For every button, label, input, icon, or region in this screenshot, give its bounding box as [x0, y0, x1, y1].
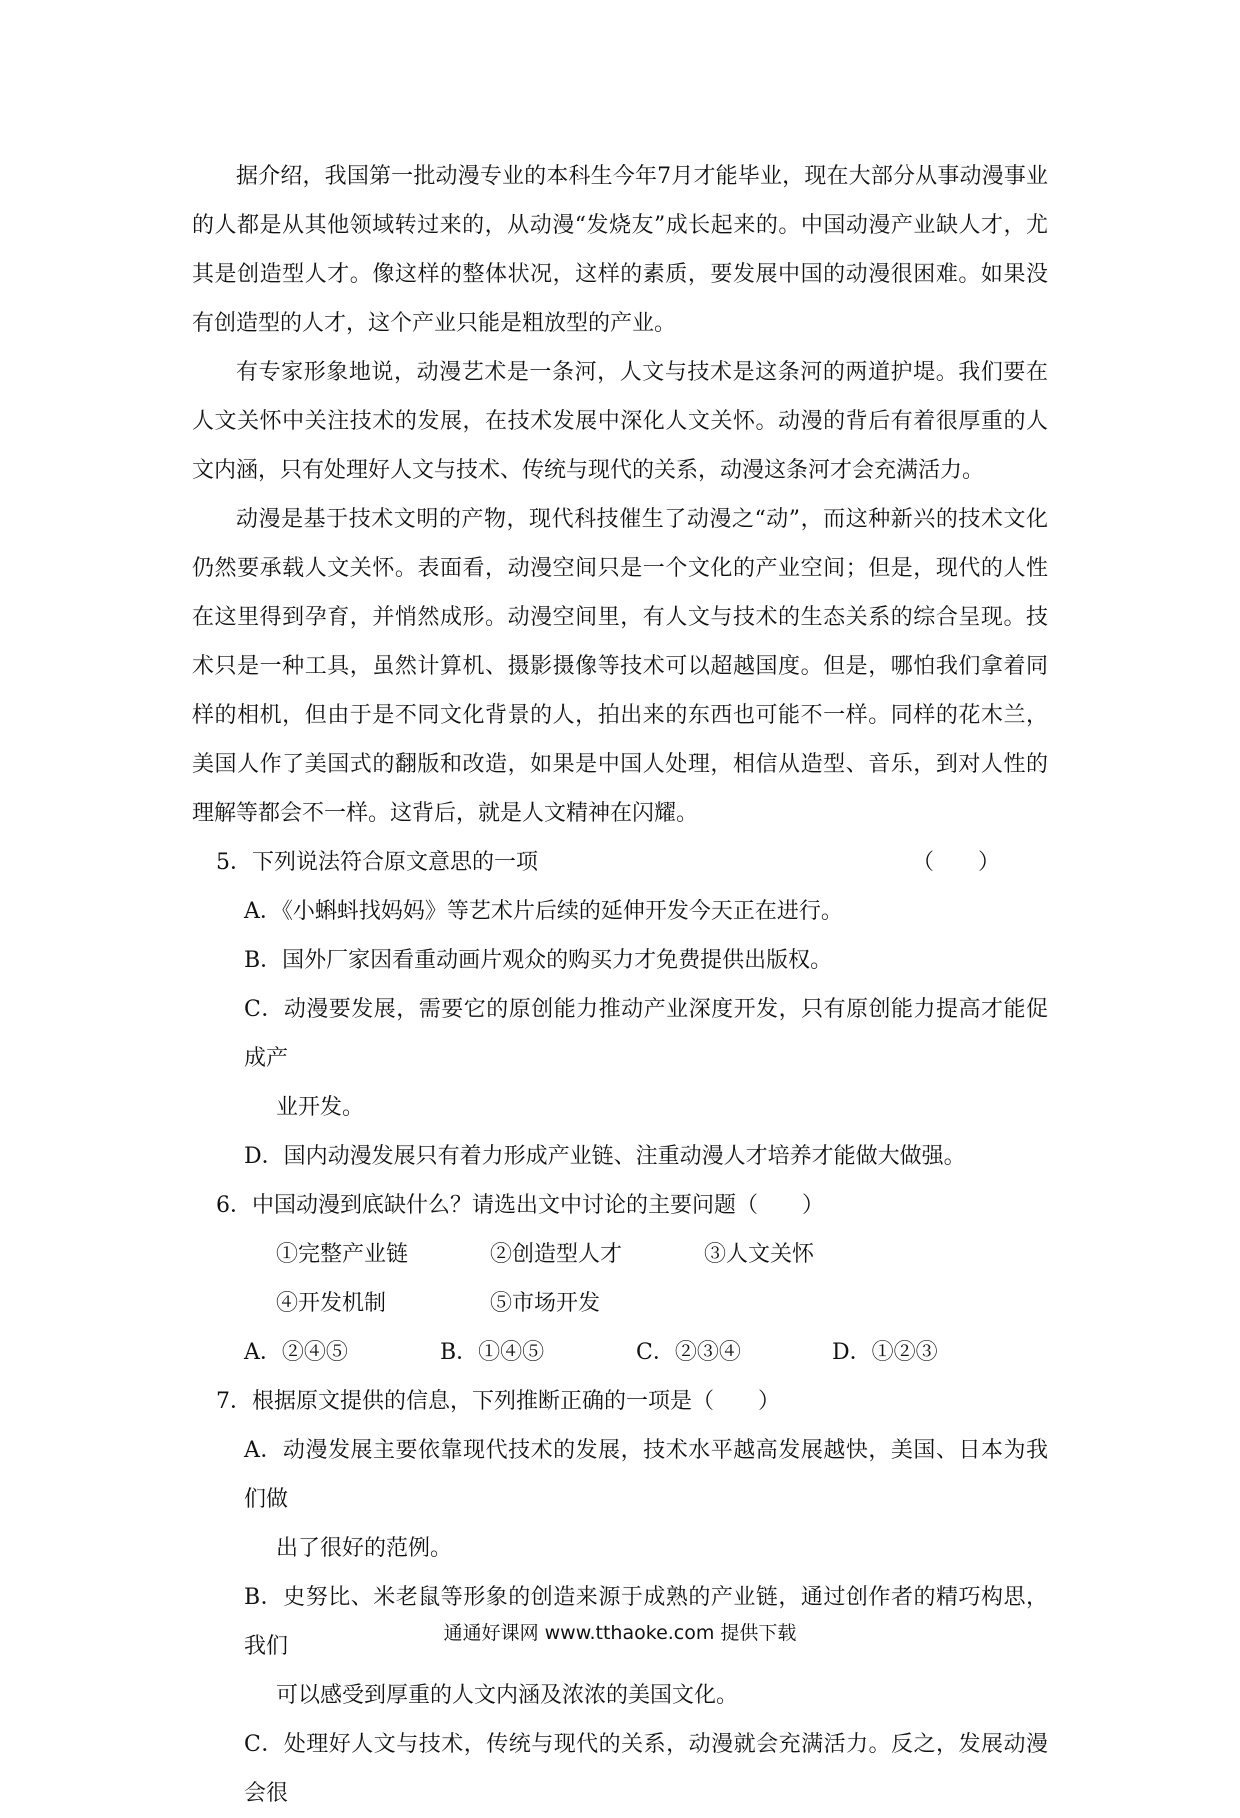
paragraph-2: 有专家形象地说，动漫艺术是一条河，人文与技术是这条河的两道护堤。我们要在人文关怀中关注技术的发展，在技术发展中深化人文关怀。动漫的背后有着很厚重的人文内涵，只有处理好人文与技术、传统与现代的关系，动漫这条河才会充满活力。: [192, 360, 1048, 483]
question-6: [192, 1181, 1048, 1377]
question-7-option-c: C．处理好人文与技术，传统与现代的关系，动漫就会充满活力。反之，发展动漫会很: [244, 1732, 1048, 1806]
paragraph-1: 据介绍，我国第一批动漫专业的本科生今年7月才能毕业，现在大部分从事动漫事业的人都是从其他领域转过来的，从动漫“发烧友”成长起来的。中国动漫产业缺人才，尤其是创造型人才。像这样的整体状况，这样的素质，要发展中国的动漫很困难。如果没有创造型的人才，这个产业只能是粗放型的产业。: [192, 164, 1048, 336]
question-6-answer-a: A．②④⑤: [244, 1340, 348, 1365]
question-7-option-b-continued: 可以感受到厚重的人文内涵及浓浓的美国文化。: [276, 1683, 739, 1708]
question-5-option-c: C．动漫要发展，需要它的原创能力推动产业深度开发，只有原创能力提高才能促成产: [244, 997, 1048, 1071]
question-6-answer-b: B．①④⑤: [440, 1340, 545, 1365]
question-5-option-c-continued: 业开发。: [276, 1095, 365, 1120]
question-6-item: ②创造型人才: [490, 1242, 623, 1267]
question-7-option-a: A．动漫发展主要依靠现代技术的发展，技术水平越高发展越快，美国、日本为我们做: [244, 1438, 1048, 1512]
page-footer: 通通好课网 www.tthaoke.com 提供下载: [443, 1622, 797, 1644]
question-6-answer-d: D．①②③: [832, 1340, 938, 1365]
question-6-items-row-2: [192, 1279, 1048, 1328]
question-6-items-row-1: [192, 1230, 1048, 1279]
question-7: [192, 1377, 1048, 1818]
question-6-item: ④开发机制: [276, 1291, 387, 1316]
question-6-item: ①完整产业链: [276, 1242, 409, 1267]
question-5-option-d: D．国内动漫发展只有着力形成产业链、注重动漫人才培养才能做大做强。: [244, 1144, 966, 1169]
question-6-item: ③人文关怀: [704, 1242, 815, 1267]
question-7-option-b: B．史努比、米老鼠等形象的创造来源于成熟的产业链，通过创作者的精巧构思，我们: [244, 1585, 1048, 1659]
question-7-stem: 7．根据原文提供的信息，下列推断正确的一项是（ ）: [216, 1389, 780, 1414]
question-6-stem: 6．中国动漫到底缺什么？请选出文中讨论的主要问题（ ）: [216, 1193, 824, 1218]
question-5: [192, 838, 1048, 1181]
question-7-option-a-continued: 出了很好的范例。: [276, 1536, 453, 1561]
question-6-answer-c: C．②③④: [636, 1340, 741, 1365]
document-body: [192, 152, 1048, 1818]
paragraph-3: 动漫是基于技术文明的产物，现代科技催生了动漫之“动”，而这种新兴的技术文化仍然要承载人文关怀。表面看，动漫空间只是一个文化的产业空间；但是，现代的人性在这里得到孕育，并悄然成形。动漫空间里，有人文与技术的生态关系的综合呈现。技术只是一种工具，虽然计算机、摄影摄像等技术可以超越国度。但是，哪怕我们拿着同样的相机，但由于是不同文化背景的人，拍出来的东西也可能不一样。同样的花木兰，美国人作了美国式的翻版和改造，如果是中国人处理，相信从造型、音乐，到对人性的理解等都会不一样。这背后，就是人文精神在闪耀。: [192, 507, 1048, 826]
question-5-option-b: B．国外厂家因看重动画片观众的购买力才免费提供出版权。: [244, 948, 833, 973]
question-5-option-a: A．《小蝌蚪找妈妈》等艺术片后续的延伸开发今天正在进行。: [244, 899, 843, 924]
question-5-stem: 5．下列说法符合原文意思的一项: [216, 850, 538, 875]
question-6-item: ⑤市场开发: [490, 1291, 601, 1316]
question-5-answer-blank: （ ）: [911, 850, 1000, 875]
question-6-answers: [192, 1328, 1048, 1377]
